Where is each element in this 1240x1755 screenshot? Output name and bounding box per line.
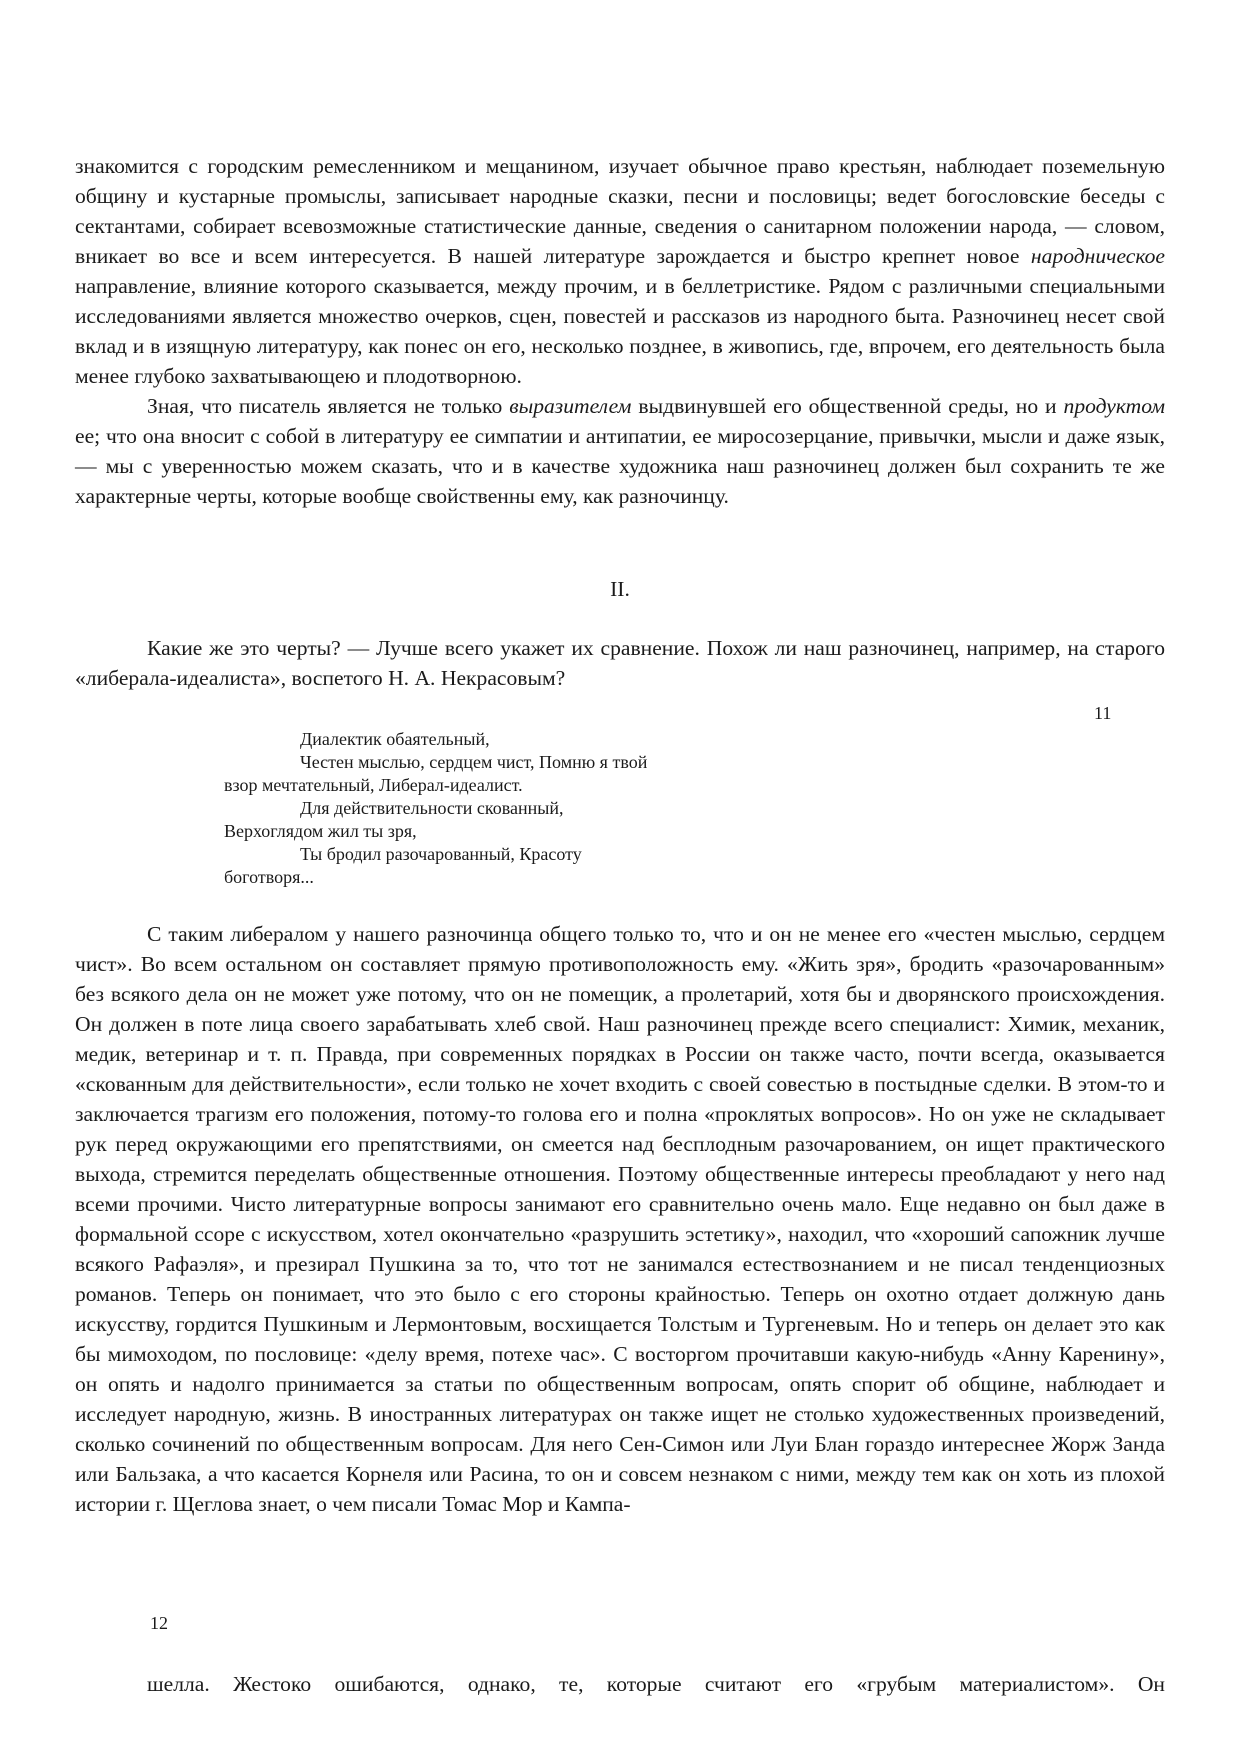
paragraph-1-text: знакомится с городским ремесленником и мещанином, изучает обычное право крестьян, наблюдает поземельную общину и кустарные промыслы, записывает народные сказки, песни и пословицы; ведет богословские беседы с сектантами, собирает всевозможные статистические данные, сведения о санитарном положении народа, — словом, вникает во все и всем интересуется. В нашей литературе зарождается и быстро крепнет новое xyxy=(75,154,1165,268)
paragraph-question: Какие же это черты? — Лучше всего укажет их сравнение. Похож ли наш разночинец, например, на старого «либерала-идеалиста», воспетого Н. А. Некрасовым? xyxy=(75,636,1165,690)
paragraph-2-text-b: выдвинувшей его общественной среды, но и xyxy=(631,394,1064,418)
poem-line: взор мечтательный, Либерал-идеалист. xyxy=(224,775,523,795)
paragraph-main: С таким либералом у нашего разночинца общего только то, что и он не менее его «честен мыслью, сердцем чист». Во всем остальном он составляет прямую противоположность ему. «Жить зря», бродить «разочарованным» без всякого дела он не может уже потому, что он не помещик, а пролетарий, хотя бы и дворянского происхождения. Он должен в поте лица своего зарабатывать хлеб свой. Наш разночинец прежде всего специалист: Химик, механик, медик, ветеринар и т. п. Правда, при современных порядках в России он также часто, почти всегда, оказывается «скованным для действительности», если только не хочет входить с своей совестью в постыдные сделки. В этом-то и заключается трагизм его положения, потому-то голова его и полна «проклятых вопросов». Но он уже не складывает рук перед окружающими его препятствиями, он смеется над бесплодным разочарованием, он ищет практического выхода, стремится переделать общественные отношения. Поэтому общественные интересы преобладают у него над всеми прочими. Чисто литературные вопросы занимают его сравнительно очень мало. Еще недавно он был даже в формальной ссоре с искусством, хотел окончательно «разрушить эстетику», находил, что «хороший сапожник лучше всякого Рафаэля», и презирал Пушкина за то, что тот не занимался естествознанием и не писал тенденциозных романов. Теперь он понимает, что это было с его стороны крайностью. Теперь он охотно отдает должную дань искусству, гордится Пушкиным и Лермонтовым, восхищается Толстым и Тургеневым. Но и теперь он делает это как бы мимоходом, по пословице: «делу время, потехе час». С восторгом прочитавши какую-нибудь «Анну Каренину», он опять и надолго принимается за статьи по общественным вопросам, опять спорит об общине, наблюдает и исследует народную, жизнь. В иностранных литературах он также ищет не столько художественных произведений, сколько сочинений по общественным вопросам. Для него Сен-Симон или Луи Блан гораздо интереснее Жорж Занда или Бальзака, а что касается Корнеля или Расина, то он и совсем незнаком с ними, между тем как он хоть из плохой истории г. Щеглова знает, о чем писали Томас Мор и Кампа- xyxy=(75,922,1165,1516)
poem-line: Диалектик обаятельный, xyxy=(300,729,490,749)
paragraph-2-text-a: Зная, что писатель является не только xyxy=(147,394,510,418)
page-number-11: 11 xyxy=(1094,703,1112,723)
poem-line: Верхоглядом жил ты зря, xyxy=(224,821,417,841)
question-block xyxy=(75,633,1165,693)
next-text-block xyxy=(75,1669,1165,1699)
paragraph-1-emphasis: народническое xyxy=(1030,244,1165,268)
paragraph-1 xyxy=(75,151,1165,391)
paragraph-2-emphasis-1: выразителем xyxy=(509,394,632,418)
poem-quote xyxy=(224,728,647,889)
poem-line: боготворя... xyxy=(224,867,314,887)
section-heading: II. xyxy=(610,577,630,601)
poem-line: Ты бродил разочарованный, Красоту xyxy=(300,844,582,864)
paragraph-2-text-c: ее; что она вносит с собой в литературу ее симпатии и антипатии, ее миросозерцание, привычки, мысли и даже язык, — мы с уверенностью можем сказать, что и в качестве художника наш разночинец должен был сохранить те же характерные черты, которые вообще свойственны ему, как разночинцу. xyxy=(75,424,1165,508)
top-text-block xyxy=(75,151,1165,511)
main-text-block xyxy=(75,919,1165,1519)
poem-line: Честен мыслью, сердцем чист, Помню я твой xyxy=(300,752,648,772)
paragraph-next: шелла. Жестоко ошибаются, однако, те, которые считают его «грубым материалистом». Он xyxy=(147,1672,1165,1696)
paragraph-2 xyxy=(75,391,1165,511)
poem-line: Для действительности скованный, xyxy=(300,798,564,818)
paragraph-1-text-end: направление, влияние которого сказывается, между прочим, и в беллетристике. Рядом с различными специальными исследованиями является множество очерков, сцен, повестей и рассказов из народного быта. Разночинец несет свой вклад и в изящную литературу, как понес он его, несколько позднее, в живопись, где, впрочем, его деятельность была менее глубоко захватывающею и плодотворною. xyxy=(75,274,1165,388)
paragraph-2-emphasis-2: продуктом xyxy=(1063,394,1166,418)
page-number-12: 12 xyxy=(150,1613,168,1633)
